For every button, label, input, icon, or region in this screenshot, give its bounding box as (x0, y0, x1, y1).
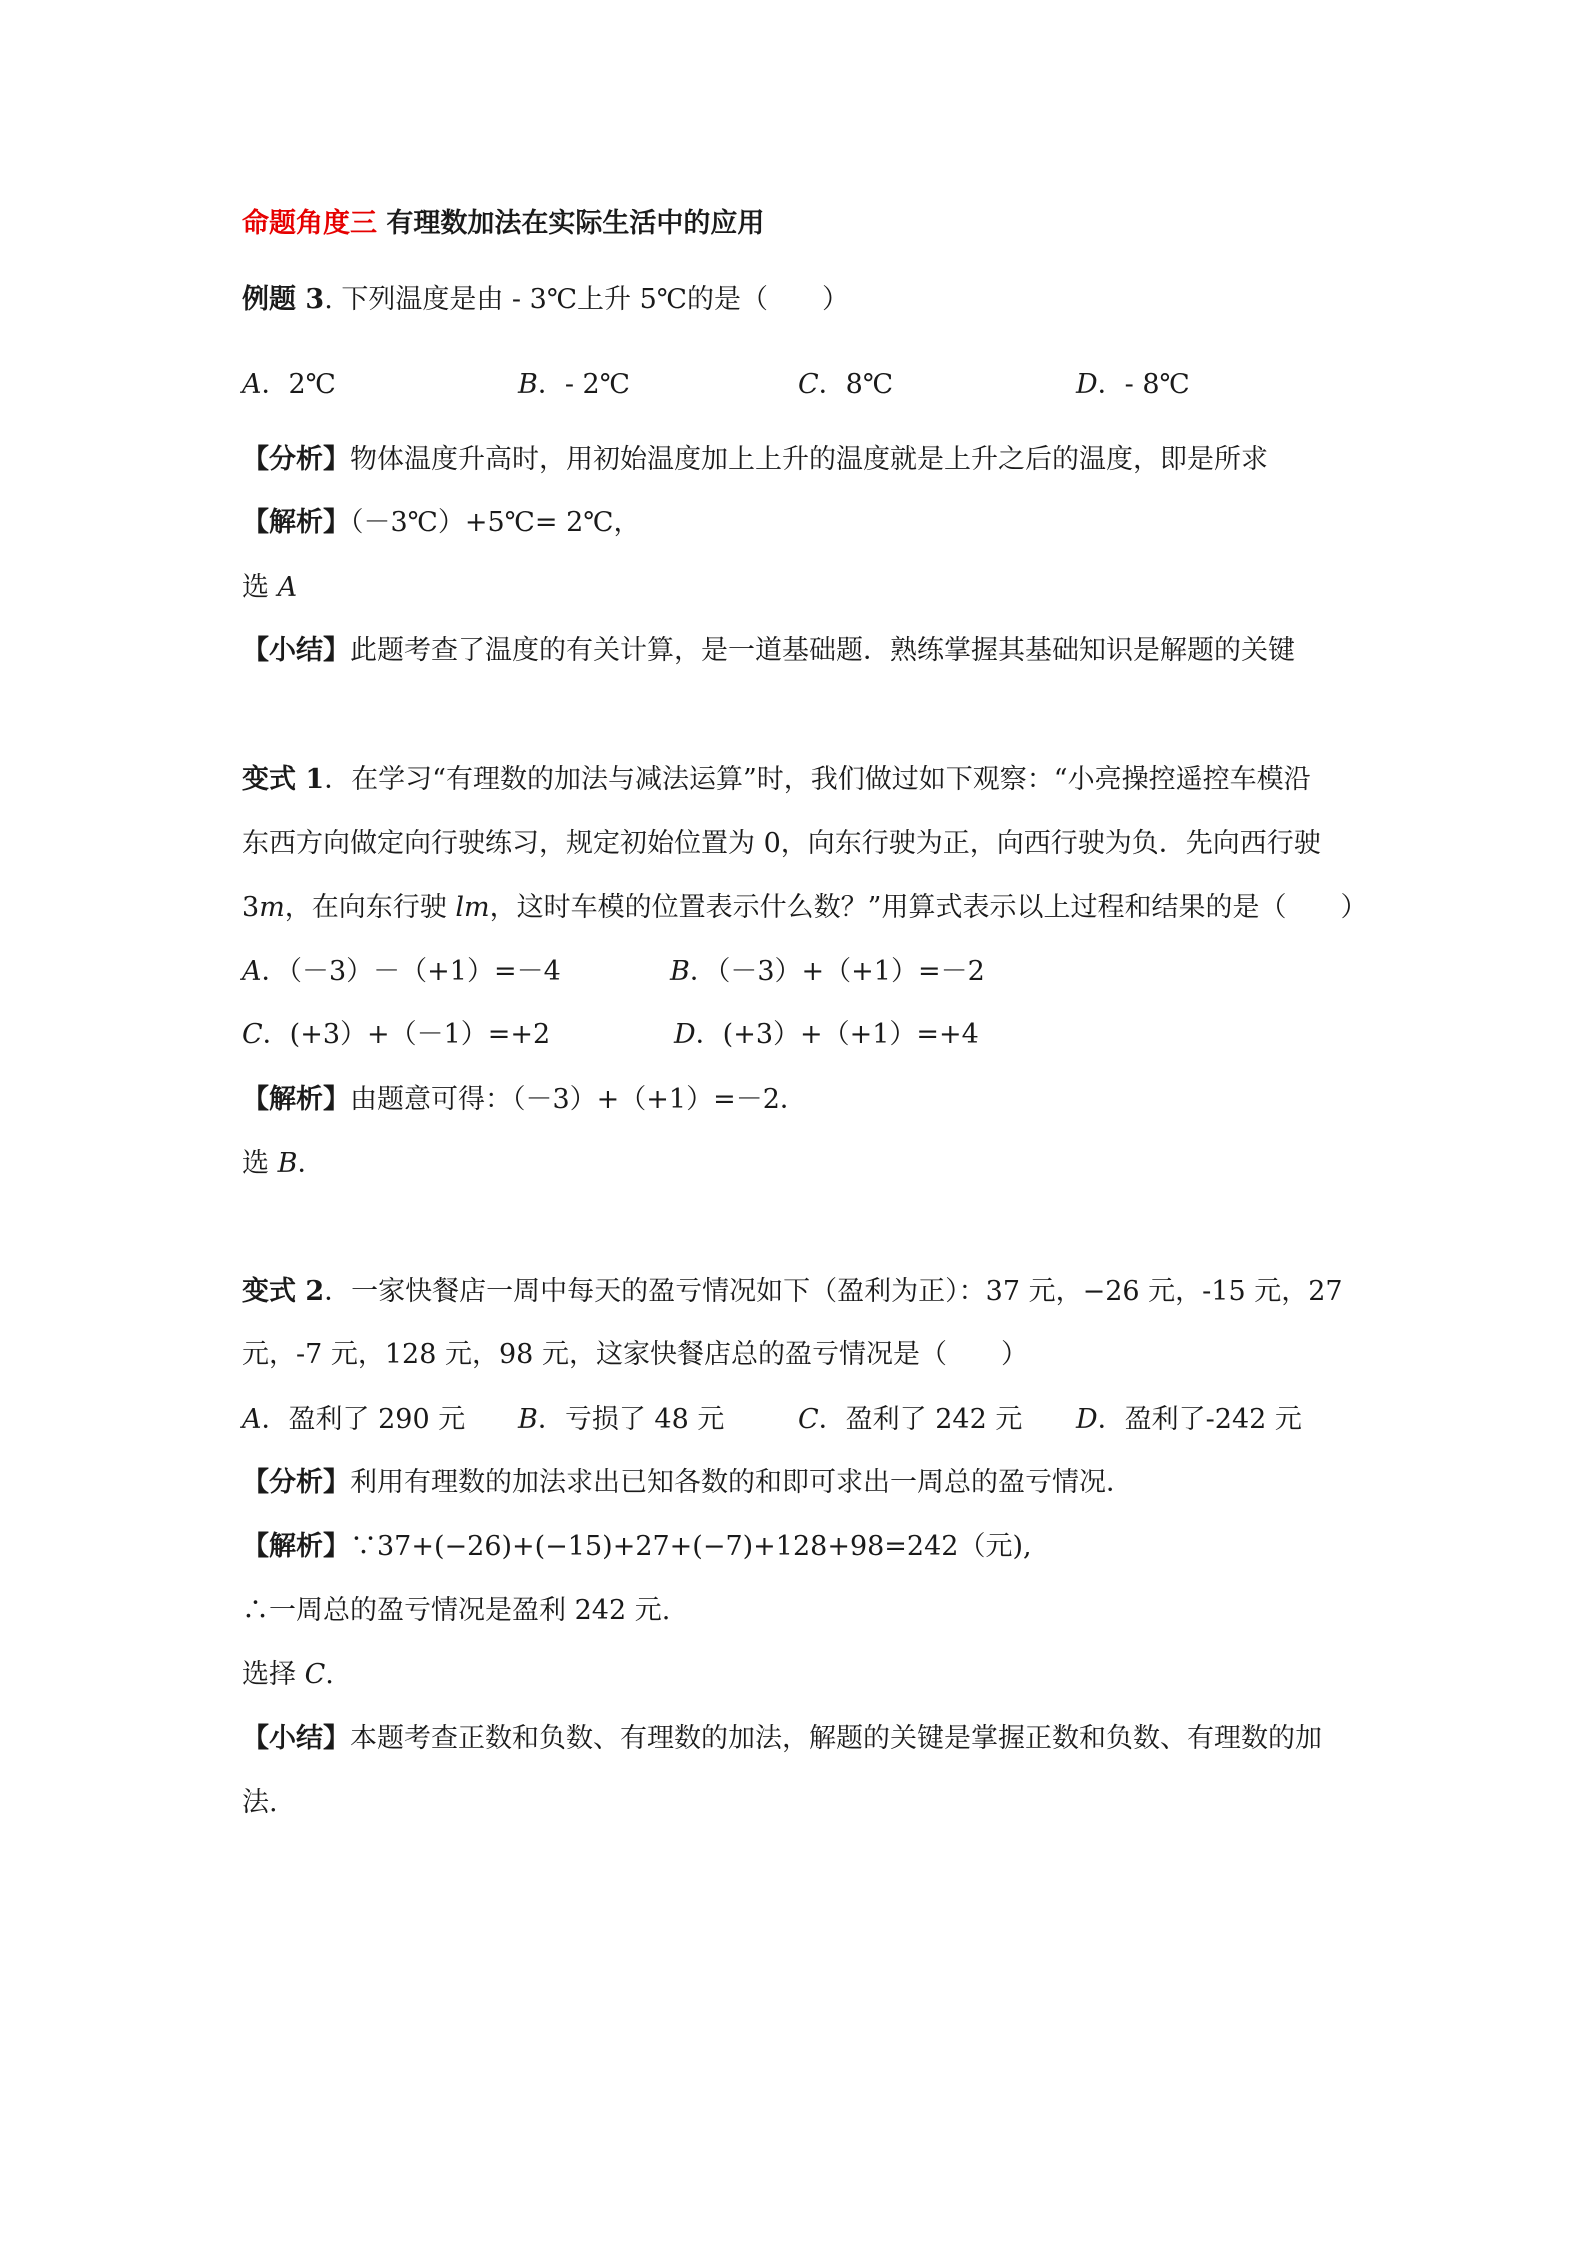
solution-tag: 【解析】 (242, 507, 350, 538)
variant2-option-b: B．亏损了 48 元 (518, 1404, 725, 1435)
variant2-line1: 变式 2．一家快餐店一周中每天的盈亏情况如下（盈利为正）：37 元，−26 元，-15 元，27 (242, 1276, 1343, 1307)
example3-options (242, 368, 1352, 402)
analysis-tag: 【分析】 (242, 444, 350, 475)
example3-analysis: 【分析】物体温度升高时，用初始温度加上上升的温度就是上升之后的温度，即是所求 (242, 444, 1268, 475)
variant2-line2: 元，-7 元，128 元，98 元，这家快餐店总的盈亏情况是（ ） (242, 1339, 1028, 1370)
section-title-text: 有理数加法在实际生活中的应用 (386, 208, 765, 239)
example3-summary: 【小结】此题考查了温度的有关计算，是一道基础题．熟练掌握其基础知识是解题的关键 (242, 635, 1295, 666)
variant1-line2: 东西方向做定向行驶练习，规定初始位置为 0，向东行驶为正，向西行驶为负．先向西行驶 (242, 828, 1321, 859)
example3-choice: 选 A (242, 572, 298, 603)
variant2-options (242, 1403, 1352, 1437)
variant2-option-a: A．盈利了 290 元 (242, 1404, 466, 1435)
example3-option-d: D．- 8℃ (1076, 369, 1190, 400)
analysis-tag: 【分析】 (242, 1467, 350, 1498)
example3-label: 例题 3 (242, 284, 325, 315)
variant2-analysis: 【分析】利用有理数的加法求出已知各数的和即可求出一周总的盈亏情况． (242, 1467, 1133, 1498)
variant2-choice: 选择 C. (242, 1659, 334, 1690)
example3-option-b: B．- 2℃ (518, 369, 630, 400)
variant1-option-c: C．(+3）+（－1）=+2 (242, 1019, 551, 1050)
section-title-red: 命题角度三 (242, 208, 377, 239)
document-page (242, 0, 1368, 2245)
variant1-solution: 【解析】由题意可得：（－3）+（+1）=－2． (242, 1084, 807, 1115)
variant1-choice: 选 B． (242, 1148, 325, 1179)
variant1-options-row1 (242, 955, 1352, 989)
summary-tag: 【小结】 (242, 635, 350, 666)
variant1-option-a: A．（－3）－（+1）=－4 (242, 956, 561, 987)
solution-tag: 【解析】 (242, 1531, 350, 1562)
solution-tag: 【解析】 (242, 1084, 350, 1115)
variant2-label: 变式 2 (242, 1276, 325, 1307)
example3-option-c: C．8℃ (798, 369, 894, 400)
example3-question-text: . 下列温度是由 - 3℃上升 5℃的是（ ） (324, 284, 849, 315)
variant2-option-c: C．盈利了 242 元 (798, 1404, 1023, 1435)
example3-question (242, 283, 849, 317)
variant1-line1: 变式 1．在学习“有理数的加法与减法运算”时，我们做过如下观察：“小亮操控遥控车模沿 (242, 764, 1311, 795)
variant2-summary-line1: 【小结】本题考查正数和负数、有理数的加法，解题的关键是掌握正数和负数、有理数的加 (242, 1723, 1322, 1754)
variant1-option-b: B．（－3）+（+1）=－2 (670, 956, 985, 987)
section-title (242, 207, 764, 241)
variant2-option-d: D．盈利了-242 元 (1076, 1404, 1302, 1435)
example3-option-a: A．2℃ (242, 369, 336, 400)
variant1-line3: 3m，在向东行驶 lm，这时车模的位置表示什么数？”用算式表示以上过程和结果的是（ ） (242, 892, 1368, 923)
summary-tag: 【小结】 (242, 1723, 350, 1754)
variant1-options-row2 (242, 1018, 1352, 1052)
example3-solution: 【解析】（－3℃）+5℃= 2℃， (242, 507, 641, 538)
variant2-solution: 【解析】∵37+(−26)+(−15)+27+(−7)+128+98=242（元), (242, 1531, 1032, 1562)
variant2-summary-line2: 法. (242, 1787, 278, 1818)
variant2-therefore: ∴一周总的盈亏情况是盈利 242 元. (242, 1595, 671, 1626)
variant1-option-d: D．(+3）+（+1）=+4 (674, 1019, 979, 1050)
variant1-label: 变式 1 (242, 764, 325, 795)
